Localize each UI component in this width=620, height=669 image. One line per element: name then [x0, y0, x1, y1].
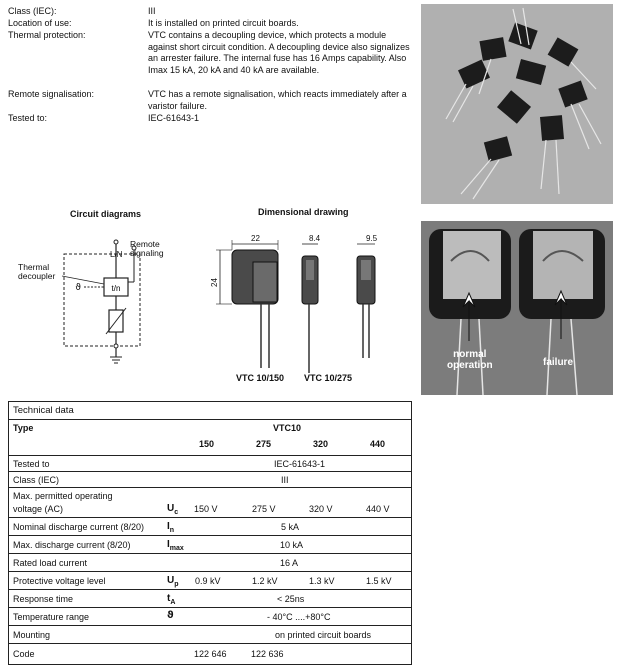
svg-text:t/n: t/n [111, 284, 121, 293]
theta-symbol: ϑ [75, 283, 81, 293]
type-label: Type [13, 423, 34, 433]
dim-depth-b-label: 9.5 [366, 234, 378, 243]
circuit-diagram-title: Circuit diagrams [70, 209, 142, 219]
remote-label-line1: Remote [130, 239, 160, 249]
variant-440: 440 [370, 439, 386, 449]
property-value: VTC has a remote signalisation, which reacts immediately after a varistor failure. [148, 89, 407, 111]
varistor-components-image [421, 4, 613, 204]
row-symbol: $t_A$ [167, 593, 176, 606]
variant-275: 275 [256, 439, 272, 449]
product-photo-bottom [421, 221, 613, 395]
row-label: Mounting [13, 630, 51, 640]
row-label: Max. permitted operating [13, 491, 113, 501]
normal-operation-label [447, 349, 493, 371]
thermal-label-line1: Thermal [18, 262, 50, 272]
row-label: Nominal discharge current (8/20) [13, 522, 145, 532]
property-label: Class (IEC): [8, 6, 57, 16]
variant-320: 320 [313, 439, 329, 449]
row-value: 10 kA [280, 540, 304, 550]
dim-width-label: 22 [251, 234, 260, 243]
table-row [9, 643, 411, 664]
dimensional-drawing-title: Dimensional drawing [258, 207, 349, 217]
table-row [9, 553, 411, 572]
dimensional-drawing [205, 228, 405, 388]
row-value: 1.3 kV [309, 576, 335, 586]
table-row [9, 455, 411, 472]
normal-label-line1: normal [453, 349, 487, 360]
product-photo-top [421, 4, 613, 204]
ln-label: L/N [110, 250, 123, 259]
table-header-row [9, 419, 411, 456]
remote-label-line2: signaling [130, 248, 164, 258]
row-label: Temperature range [13, 612, 90, 622]
table-row [9, 589, 411, 608]
row-value: 0.9 kV [195, 576, 221, 586]
property-value: VTC contains a decoupling device, which protects a module against short circuit condition. A decoupling device also signalizes an arrester failure. The internal fuse has 16 Amps capability. Also Imax 15 kA, 20 kA and 40 kA are available. [148, 30, 410, 75]
caption-vtc-275: VTC 10/275 [304, 373, 353, 383]
property-label: Remote signalisation: [8, 89, 95, 99]
table-title: Technical data [13, 405, 74, 416]
row-label-line2: voltage (AC) [13, 504, 64, 514]
row-value: - 40°C ....+80°C [267, 612, 331, 622]
table-row [9, 487, 411, 518]
row-value: IEC-61643-1 [274, 459, 326, 469]
dim-height-label: 24 [209, 278, 219, 287]
model-label: VTC10 [273, 423, 302, 433]
normal-label-line2: operation [447, 360, 493, 371]
temperature-symbol: ϑ [167, 610, 174, 621]
dim-depth-a-label: 8.4 [309, 234, 321, 243]
caption-vtc-150: VTC 10/150 [236, 373, 285, 383]
row-value: 122 646 [194, 649, 227, 659]
table-row [9, 535, 411, 554]
thermal-decoupler-label [18, 263, 55, 281]
row-value: 440 V [366, 504, 390, 514]
row-label: Max. discharge current (8/20) [13, 540, 131, 550]
table-row [9, 571, 411, 590]
variant-150: 150 [199, 439, 215, 449]
row-value: 1.2 kV [252, 576, 278, 586]
property-label: Location of use: [8, 18, 72, 28]
row-symbol: $U_c$ [167, 503, 179, 516]
row-value: 320 V [309, 504, 333, 514]
property-label: Tested to: [8, 113, 48, 123]
row-symbol: $I_{max}$ [167, 539, 184, 552]
property-value: IEC-61643-1 [148, 113, 200, 123]
table-row [9, 607, 411, 626]
row-value: 150 V [194, 504, 218, 514]
row-label: Tested to [13, 459, 50, 469]
row-value: on printed circuit boards [275, 630, 372, 640]
thermal-label-line2: decoupler [18, 271, 56, 281]
row-label: Code [13, 649, 35, 659]
property-label: Thermal protection: [8, 30, 86, 40]
table-row [9, 471, 411, 488]
row-value: < 25ns [277, 594, 305, 604]
row-label: Response time [13, 594, 74, 604]
row-label: Protective voltage level [13, 576, 106, 586]
row-value: 122 636 [251, 649, 284, 659]
row-value: 5 kA [281, 522, 300, 532]
property-value: III [148, 6, 156, 16]
failure-label: failure [543, 357, 574, 368]
table-row [9, 625, 411, 644]
row-value: III [281, 475, 289, 485]
row-value: 16 A [280, 558, 299, 568]
row-label: Rated load current [13, 558, 88, 568]
remote-signaling-label [130, 240, 164, 258]
table-row [9, 517, 411, 536]
technical-data-table [8, 401, 412, 665]
row-label: Class (IEC) [13, 475, 60, 485]
row-symbol: $U_p$ [167, 575, 179, 588]
row-value: 1.5 kV [366, 576, 392, 586]
row-symbol: $I_n$ [167, 521, 175, 534]
row-value: 275 V [252, 504, 276, 514]
property-value: It is installed on printed circuit boards. [148, 18, 299, 28]
